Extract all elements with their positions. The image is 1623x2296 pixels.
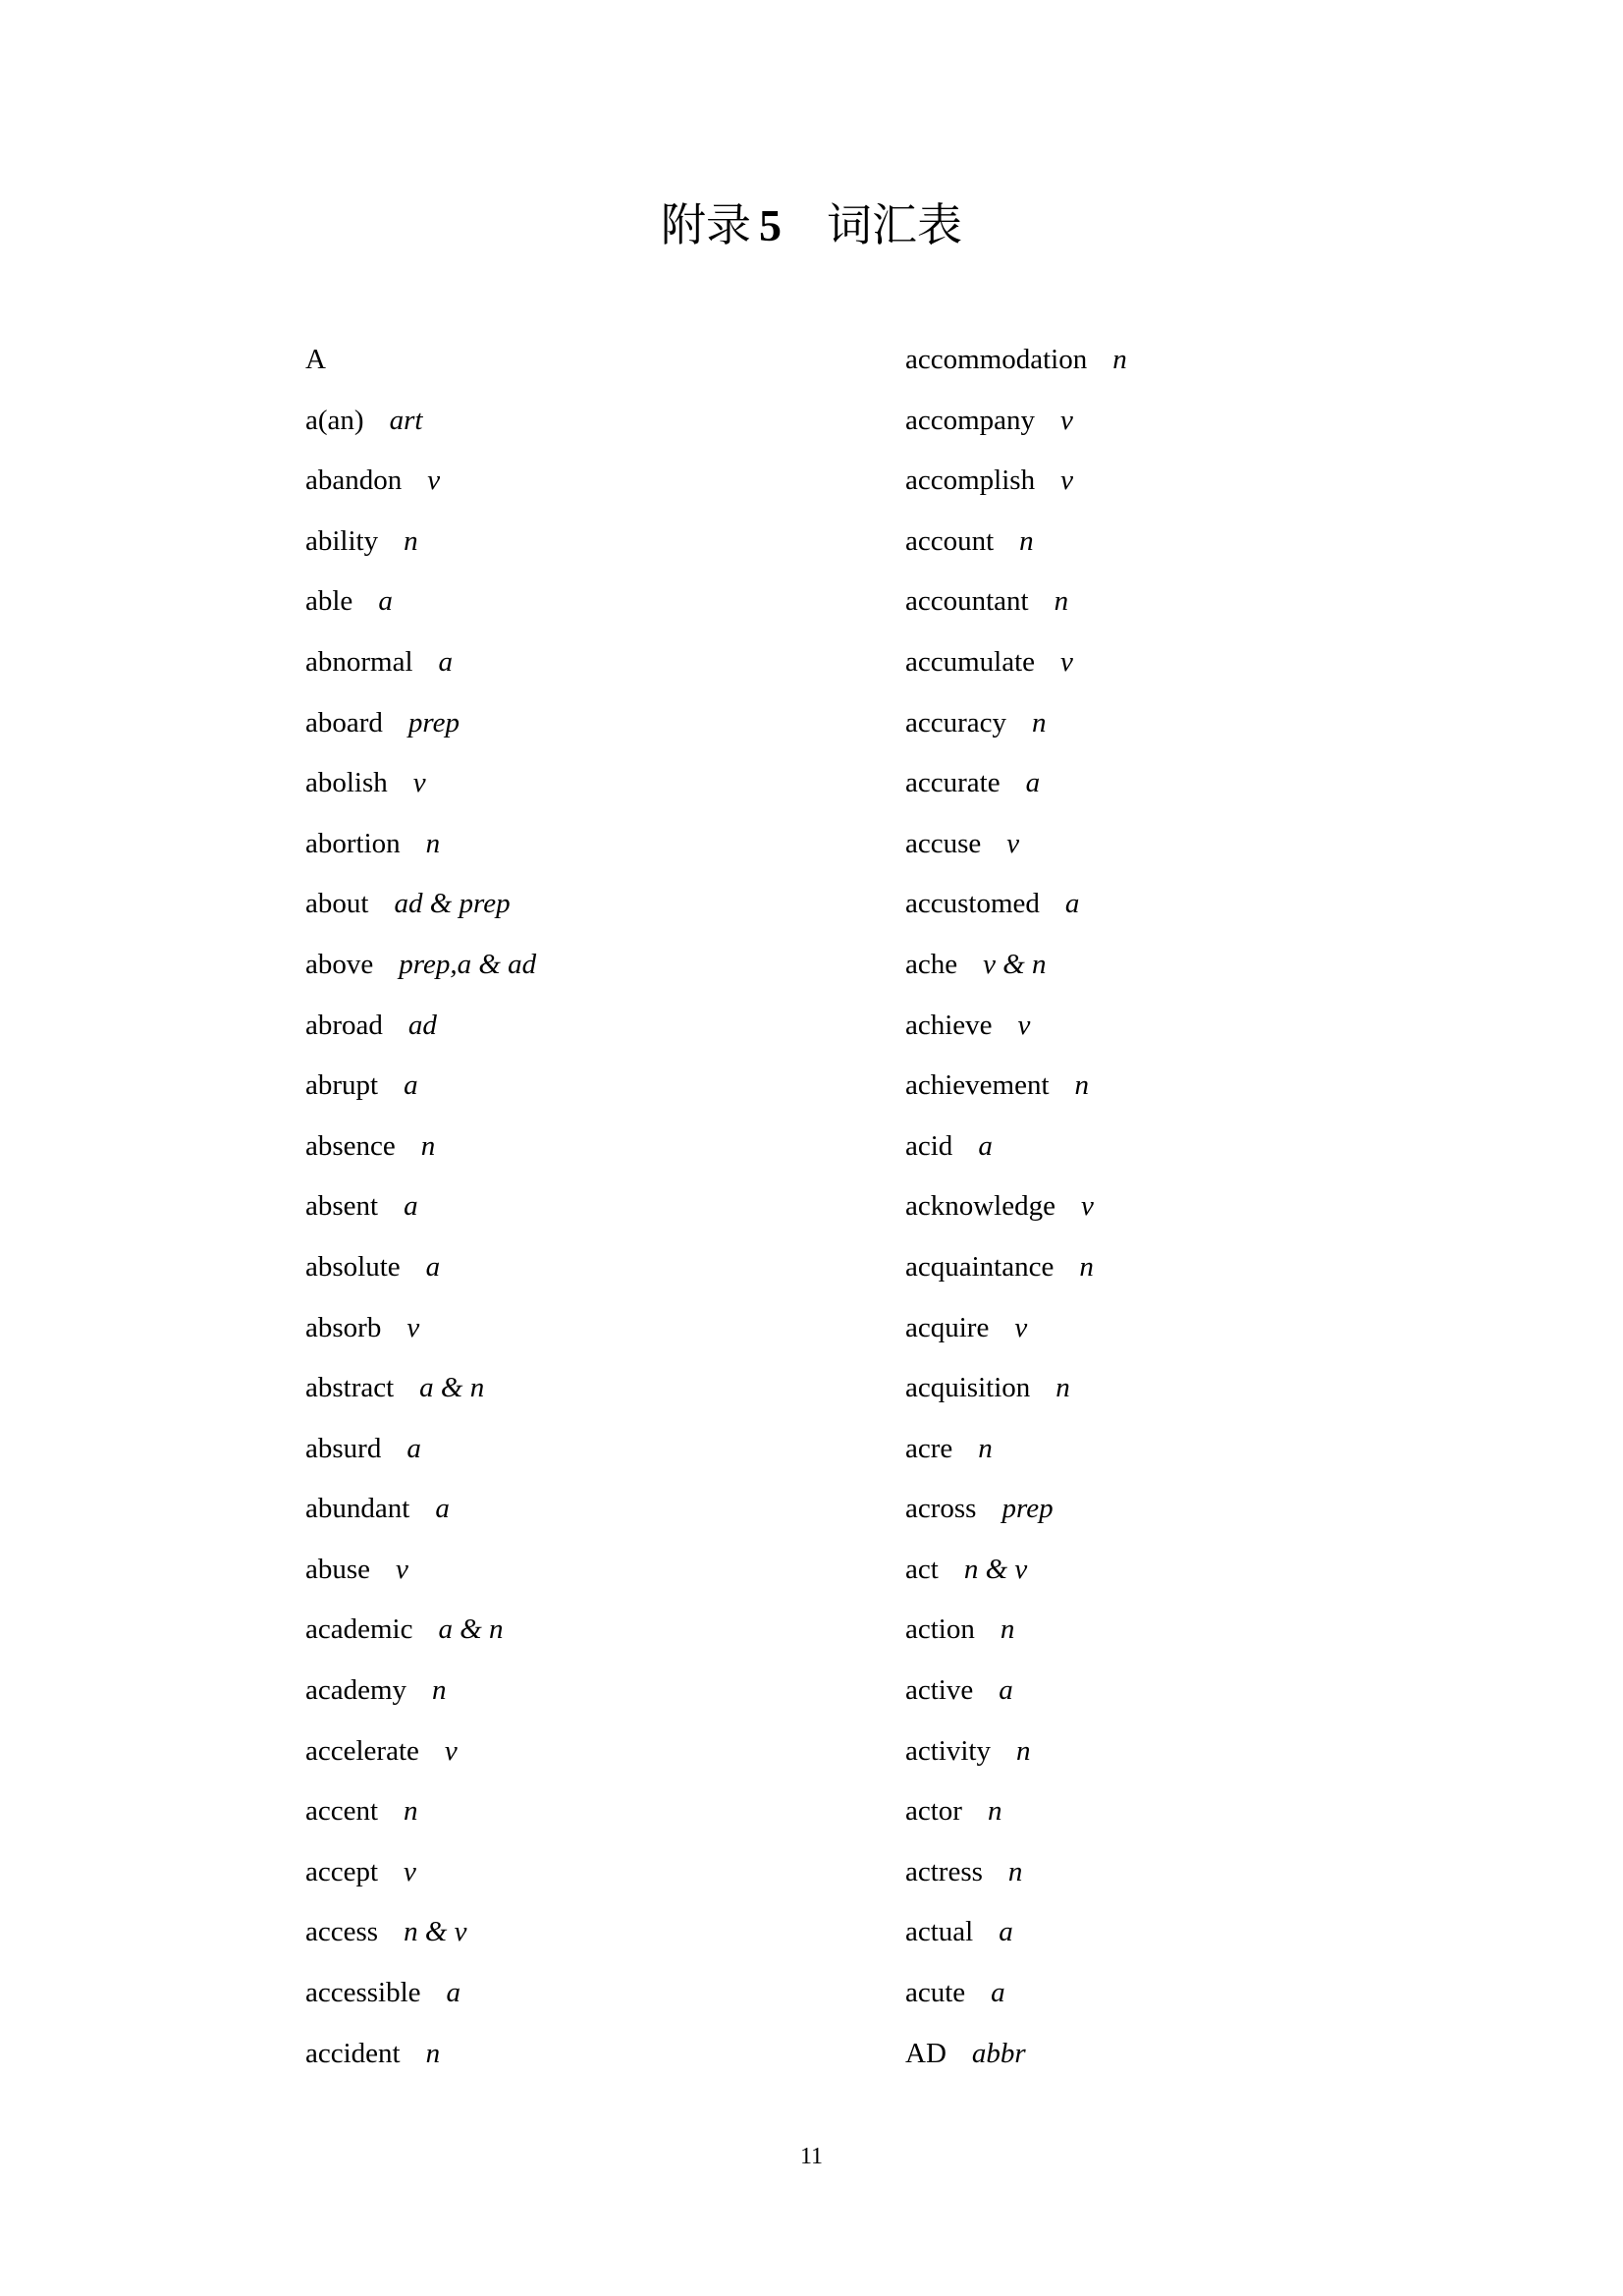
- vocabulary-entry: [305, 1548, 855, 1609]
- vocabulary-word: ability: [305, 524, 379, 557]
- vocabulary-entry: [305, 761, 855, 822]
- part-of-speech: v: [1060, 465, 1073, 497]
- vocabulary-word: abandon: [305, 465, 403, 497]
- vocabulary-entry: [305, 519, 855, 580]
- vocabulary-word: A: [305, 344, 326, 375]
- vocabulary-word: achievement: [905, 1069, 1050, 1102]
- vocabulary-entry: [905, 822, 1455, 883]
- part-of-speech: prep,a & ad: [399, 948, 537, 980]
- vocabulary-entry: [905, 1306, 1455, 1367]
- vocabulary-entry: [305, 1971, 855, 2032]
- part-of-speech: a & n: [438, 1613, 504, 1646]
- vocabulary-entry: [905, 1487, 1455, 1548]
- part-of-speech: n: [1079, 1250, 1094, 1283]
- vocabulary-word: abundant: [305, 1493, 410, 1525]
- part-of-speech: a: [978, 1129, 993, 1162]
- part-of-speech: ad: [407, 1009, 437, 1041]
- part-of-speech: a: [999, 1674, 1013, 1707]
- vocabulary-word: accountant: [905, 585, 1029, 618]
- vocabulary-entry: [305, 701, 855, 762]
- vocabulary-entry: [905, 459, 1455, 519]
- vocabulary-word: acquisition: [905, 1372, 1031, 1404]
- part-of-speech: a: [404, 1190, 418, 1223]
- vocabulary-entry: [905, 1608, 1455, 1668]
- vocabulary-entry: [905, 1789, 1455, 1850]
- vocabulary-word: actress: [905, 1855, 983, 1887]
- part-of-speech: v: [404, 1855, 416, 1887]
- part-of-speech: a: [999, 1916, 1013, 1948]
- vocabulary-word: acquaintance: [905, 1250, 1055, 1283]
- vocabulary-word: absolute: [305, 1250, 401, 1283]
- vocabulary-entry: [905, 1004, 1455, 1065]
- vocabulary-word: accumulate: [905, 645, 1036, 678]
- vocabulary-entry: [905, 1910, 1455, 1971]
- vocabulary-word: accelerate: [305, 1734, 419, 1767]
- page-title-number: 5: [759, 200, 782, 250]
- vocabulary-entry: [905, 399, 1455, 460]
- part-of-speech: n & v: [963, 1553, 1028, 1585]
- page-number: 11: [799, 2144, 824, 2169]
- vocabulary-word: act: [905, 1553, 939, 1585]
- vocabulary-entry: [905, 579, 1455, 640]
- part-of-speech: a: [404, 1069, 418, 1102]
- vocabulary-entry: [905, 1548, 1455, 1609]
- part-of-speech: n: [978, 1432, 993, 1464]
- vocabulary-word: absent: [305, 1190, 379, 1223]
- vocabulary-word: absurd: [305, 1432, 382, 1464]
- vocabulary-entry: [905, 1184, 1455, 1245]
- vocabulary-word: access: [305, 1916, 379, 1948]
- vocabulary-word: actual: [905, 1916, 974, 1948]
- part-of-speech: a: [406, 1432, 421, 1464]
- vocabulary-entry: [905, 882, 1455, 943]
- vocabulary-word: a(an): [305, 404, 364, 436]
- vocabulary-entry: [305, 1910, 855, 1971]
- vocabulary-entry: [905, 761, 1455, 822]
- page-title-suffix: 词汇表: [827, 200, 962, 250]
- page-title: [0, 196, 1623, 255]
- vocabulary-word: activity: [905, 1734, 991, 1767]
- vocabulary-entry: [905, 1729, 1455, 1790]
- part-of-speech: n: [1055, 1372, 1070, 1404]
- part-of-speech: art: [389, 404, 423, 436]
- vocabulary-word: abnormal: [305, 645, 413, 678]
- vocabulary-word: acute: [905, 1977, 966, 2009]
- vocabulary-word: acknowledge: [905, 1190, 1055, 1223]
- vocabulary-entry: [305, 1789, 855, 1850]
- part-of-speech: v: [1060, 645, 1073, 678]
- vocabulary-entry: [305, 1366, 855, 1427]
- vocabulary-entry: [305, 399, 855, 460]
- vocabulary-entry: [905, 338, 1455, 399]
- vocabulary-entry: [305, 1064, 855, 1124]
- part-of-speech: v: [406, 1311, 420, 1343]
- vocabulary-word: abstract: [305, 1372, 395, 1404]
- vocabulary-entry: [905, 1668, 1455, 1729]
- part-of-speech: n: [425, 827, 441, 859]
- vocabulary-word: accomplish: [905, 465, 1036, 497]
- part-of-speech: a: [1064, 888, 1080, 920]
- part-of-speech: v: [444, 1734, 458, 1767]
- vocabulary-entry: [905, 2032, 1455, 2093]
- part-of-speech: a: [435, 1493, 450, 1525]
- vocabulary-entry: [305, 882, 855, 943]
- part-of-speech: ad & prep: [394, 888, 511, 920]
- vocabulary-word: absorb: [305, 1311, 382, 1343]
- vocabulary-entry: [305, 640, 855, 701]
- vocabulary-word: about: [305, 888, 369, 920]
- part-of-speech: prep: [1001, 1493, 1054, 1525]
- part-of-speech: a: [425, 1250, 441, 1283]
- part-of-speech: n: [420, 1129, 436, 1162]
- vocabulary-entry: [905, 1850, 1455, 1911]
- part-of-speech: abbr: [971, 2037, 1026, 2069]
- vocabulary-entry: [305, 2032, 855, 2093]
- part-of-speech: n: [987, 1795, 1002, 1828]
- vocabulary-entry: [305, 338, 855, 399]
- part-of-speech: v: [1014, 1311, 1028, 1343]
- vocabulary-word: accustomed: [905, 888, 1040, 920]
- part-of-speech: v: [412, 767, 426, 799]
- part-of-speech: n: [1007, 1855, 1023, 1887]
- vocabulary-entry: [905, 1427, 1455, 1488]
- vocabulary-entry: [305, 1608, 855, 1668]
- vocabulary-column-left: [305, 338, 855, 2092]
- vocabulary-word: accessible: [305, 1977, 421, 2009]
- vocabulary-entry: [305, 459, 855, 519]
- vocabulary-entry: [305, 1668, 855, 1729]
- vocabulary-entry: [905, 943, 1455, 1004]
- part-of-speech: a: [378, 585, 393, 618]
- vocabulary-entry: [905, 1971, 1455, 2032]
- part-of-speech: v: [396, 1553, 408, 1585]
- vocabulary-word: active: [905, 1674, 974, 1707]
- vocabulary-word: abuse: [305, 1553, 371, 1585]
- vocabulary-entry: [905, 1366, 1455, 1427]
- part-of-speech: v: [1017, 1009, 1031, 1041]
- vocabulary-entry: [305, 943, 855, 1004]
- vocabulary-word: academic: [305, 1613, 413, 1646]
- vocabulary-column-right: [905, 338, 1455, 2092]
- vocabulary-entry: [905, 1064, 1455, 1124]
- part-of-speech: v: [427, 465, 441, 497]
- vocabulary-entry: [305, 1184, 855, 1245]
- vocabulary-word: academy: [305, 1674, 407, 1707]
- vocabulary-word: action: [905, 1613, 975, 1646]
- part-of-speech: n: [1074, 1069, 1090, 1102]
- vocabulary-word: accuse: [905, 827, 982, 859]
- vocabulary-word: across: [905, 1493, 977, 1525]
- vocabulary-word: accident: [305, 2037, 401, 2069]
- vocabulary-word: abolish: [305, 767, 388, 799]
- vocabulary-word: abrupt: [305, 1069, 379, 1102]
- part-of-speech: a: [438, 645, 454, 678]
- vocabulary-word: accent: [305, 1795, 379, 1828]
- vocabulary-entry: [305, 1427, 855, 1488]
- part-of-speech: v & n: [983, 948, 1047, 980]
- vocabulary-entry: [305, 1487, 855, 1548]
- vocabulary-word: able: [305, 585, 353, 618]
- vocabulary-entry: [905, 1245, 1455, 1306]
- vocabulary-word: ache: [905, 948, 958, 980]
- vocabulary-word: accommodation: [905, 344, 1088, 375]
- vocabulary-entry: [305, 1729, 855, 1790]
- part-of-speech: n: [432, 1674, 447, 1707]
- vocabulary-entry: [305, 1124, 855, 1185]
- vocabulary-entry: [305, 1004, 855, 1065]
- part-of-speech: a: [446, 1977, 461, 2009]
- vocabulary-word: absence: [305, 1129, 396, 1162]
- part-of-speech: n: [1000, 1613, 1015, 1646]
- vocabulary-word: accurate: [905, 767, 1001, 799]
- vocabulary-entry: [905, 519, 1455, 580]
- part-of-speech: n: [1015, 1734, 1031, 1767]
- vocabulary-word: achieve: [905, 1009, 993, 1041]
- part-of-speech: a & n: [419, 1372, 485, 1404]
- part-of-speech: n: [404, 524, 418, 557]
- part-of-speech: n: [1054, 585, 1069, 618]
- vocabulary-entry: [305, 1306, 855, 1367]
- vocabulary-word: accept: [305, 1855, 379, 1887]
- vocabulary-entry: [305, 822, 855, 883]
- vocabulary-word: aboard: [305, 706, 383, 738]
- part-of-speech: v: [1006, 827, 1020, 859]
- vocabulary-word: acquire: [905, 1311, 990, 1343]
- vocabulary-entry: [905, 640, 1455, 701]
- part-of-speech: a: [991, 1977, 1005, 2009]
- vocabulary-word: abortion: [305, 827, 401, 859]
- vocabulary-word: abroad: [305, 1009, 383, 1041]
- part-of-speech: n & v: [404, 1916, 467, 1948]
- part-of-speech: n: [1112, 344, 1127, 375]
- part-of-speech: a: [1025, 767, 1041, 799]
- vocabulary-entry: [905, 701, 1455, 762]
- vocabulary-word: accuracy: [905, 706, 1007, 738]
- vocabulary-entry: [305, 1850, 855, 1911]
- page-title-prefix: 附录: [661, 200, 751, 250]
- vocabulary-word: above: [305, 948, 374, 980]
- vocabulary-word: acre: [905, 1432, 953, 1464]
- vocabulary-word: AD: [905, 2037, 947, 2069]
- part-of-speech: n: [404, 1795, 418, 1828]
- vocabulary-entry: [305, 579, 855, 640]
- vocabulary-entry: [305, 1245, 855, 1306]
- part-of-speech: v: [1081, 1190, 1094, 1223]
- vocabulary-word: account: [905, 524, 995, 557]
- vocabulary-word: accompany: [905, 404, 1036, 436]
- part-of-speech: prep: [407, 706, 460, 738]
- vocabulary-word: acid: [905, 1129, 953, 1162]
- part-of-speech: n: [1032, 706, 1047, 738]
- part-of-speech: v: [1060, 404, 1073, 436]
- part-of-speech: n: [1019, 524, 1034, 557]
- part-of-speech: n: [425, 2037, 441, 2069]
- vocabulary-word: actor: [905, 1795, 962, 1828]
- vocabulary-entry: [905, 1124, 1455, 1185]
